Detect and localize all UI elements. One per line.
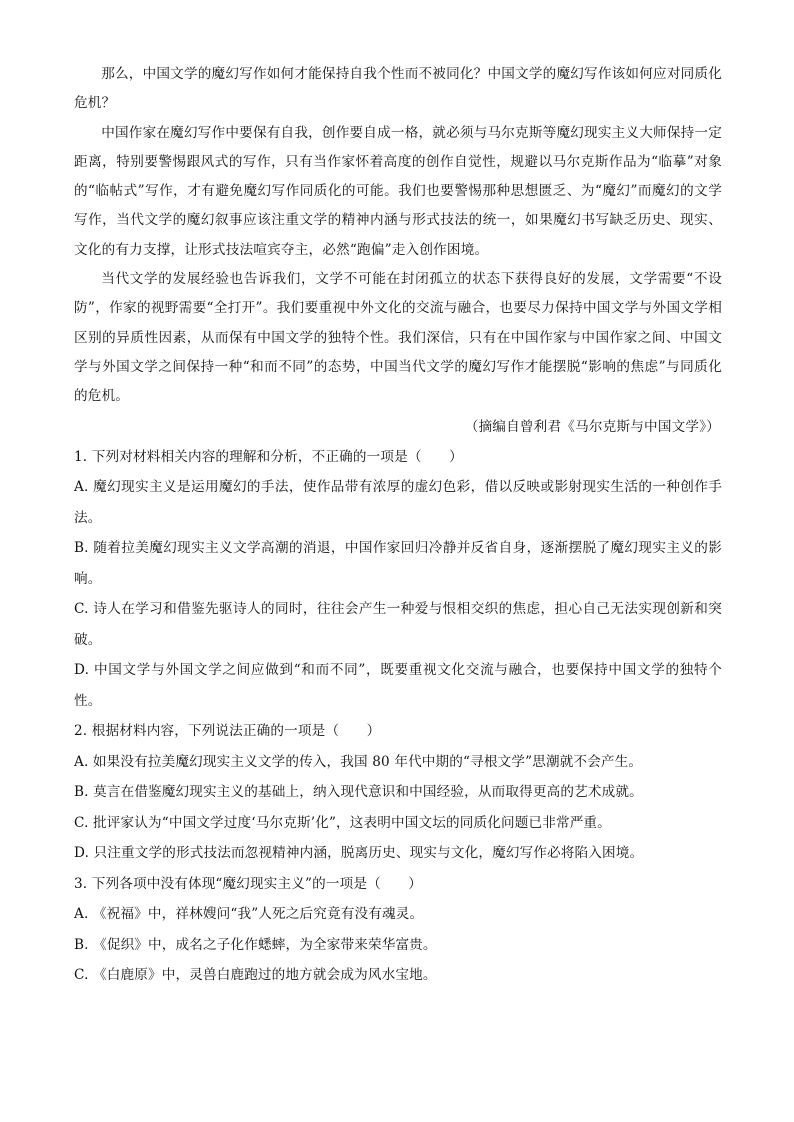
question-1-stem: 1. 下列对材料相关内容的理解和分析，不正确的一项是（ ） xyxy=(74,448,463,465)
document-page xyxy=(74,60,722,991)
question-3-option-c: C. 《白鹿原》中，灵兽白鹿跑过的地方就会成为风水宝地。 xyxy=(74,967,437,984)
passage-paragraph: 那么，中国文学的魔幻写作如何才能保持自我个性而不被同化？中国文学的魔幻写作该如何应对同质化危机？ xyxy=(74,66,722,112)
passage-source: （摘编自曾利君《马尔克斯与中国文学》） xyxy=(464,418,720,435)
question-1-option-c: C. 诗人在学习和借鉴先驱诗人的同时，往往会产生一种爱与恨相交织的焦虑，担心自己无法实现创新和突破。 xyxy=(74,601,722,648)
question-1-option-a: A. 魔幻现实主义是运用魔幻的手法，使作品带有浓厚的虚幻色彩，借以反映或影射现实生活的一种创作手法。 xyxy=(74,479,722,526)
passage xyxy=(74,60,722,442)
passage-paragraph: 当代文学的发展经验也告诉我们，文学不可能在封闭孤立的状态下获得良好的发展，文学需要“不设防”，作家的视野需要“全打开”。我们要重视中外文化的交流与融合，也要尽力保持中国文学与外国文学相区别的异质性因素，从而保有中国文学的独特个性。我们深信，只有在中国作家与中国作家之间、中国文学与外国文学之间保持一种“和而不同”的态势，中国当代文学的魔幻写作才能摆脱“影响的焦虑”与同质化的危机。 xyxy=(74,271,722,405)
question-2-option-b: B. 莫言在借鉴魔幻现实主义的基础上，纳入现代意识和中国经验，从而取得更高的艺术成就。 xyxy=(74,784,643,801)
question-3-option-a: A. 《祝福》中，祥林嫂问“我”人死之后究竟有没有魂灵。 xyxy=(74,906,424,923)
passage-paragraph: 中国作家在魔幻写作中要保有自我，创作要自成一格，就必须与马尔克斯等魔幻现实主义大师保持一定距离，特别要警惕跟风式的写作，只有当作家怀着高度的创作自觉性，规避以马尔克斯作品为“临摹”对象的“临帖式”写作，才有避免魔幻写作同质化的可能。我们也要警惕那种思想匮乏、为“魔幻”而魔幻的文学写作，当代文学的魔幻叙事应该注重文学的精神内涵与形式技法的统一，如果魔幻书写缺乏历史、现实、文化的有力支撑，让形式技法喧宾夺主，必然“跑偏”走入创作困境。 xyxy=(74,124,722,258)
question-2-stem: 2. 根据材料内容，下列说法正确的一项是（ ） xyxy=(74,723,381,740)
question-2-option-c: C. 批评家认为“中国文学过度‘马尔克斯’化”，这表明中国文坛的同质化问题已非常严重。 xyxy=(74,814,611,831)
question-1-option-b: B. 随着拉美魔幻现实主义文学高潮的消退，中国作家回归冷静并反省自身，逐渐摆脱了魔幻现实主义的影响。 xyxy=(74,540,722,587)
question-3-stem: 3. 下列各项中没有体现“魔幻现实主义”的一项是（ ） xyxy=(74,875,423,892)
question-2-option-a: A. 如果没有拉美魔幻现实主义文学的传入，我国 80 年代中期的“寻根文学”思潮就不会产生。 xyxy=(74,753,643,770)
question-block xyxy=(74,442,722,991)
question-2-option-d: D. 只注重文学的形式技法而忽视精神内涵，脱离历史、现实与文化，魔幻写作必将陷入困境。 xyxy=(74,845,644,862)
question-1-option-d: D. 中国文学与外国文学之间应做到“和而不同”，既要重视文化交流与融合，也要保持中国文学的独特个性。 xyxy=(74,662,722,709)
question-3-option-b: B. 《促织》中，成名之子化作蟋蟀，为全家带来荣华富贵。 xyxy=(74,936,437,953)
